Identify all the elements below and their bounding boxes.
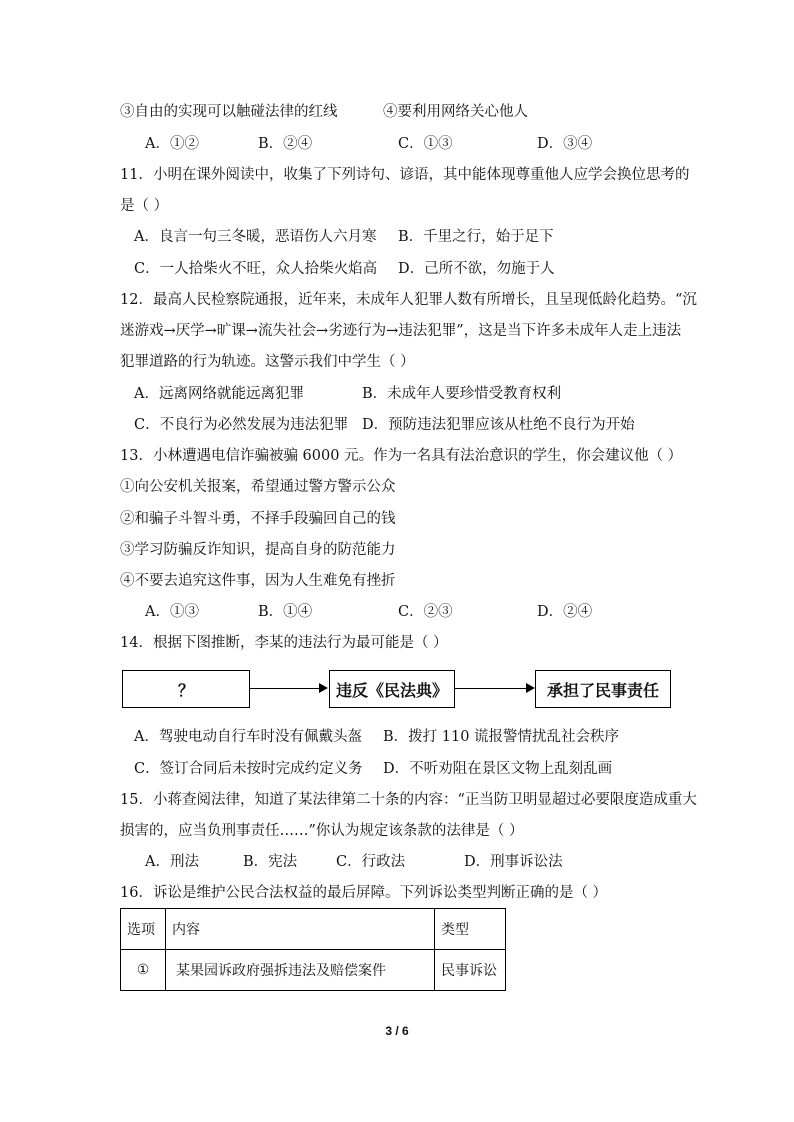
flow-box-civil-code: 违反《民法典》 xyxy=(329,670,455,708)
q16-stem-line1: 16．诉讼是维护公民合法权益的最后屏障。下列诉讼类型判断正确的是（ ） xyxy=(120,885,608,901)
q12-option-d: D．预防违法犯罪应该从杜绝不良行为开始 xyxy=(362,417,635,433)
table-header-type: 类型 xyxy=(435,909,506,950)
q16-table xyxy=(120,908,506,991)
q10-option-c: C．①③ xyxy=(398,136,453,152)
table-header-row xyxy=(121,909,506,950)
q14-option-c: C．签订合同后未按时完成约定义务 xyxy=(134,761,363,777)
q15-stem-line1: 15．小蒋查阅法律，知道了某法律第二十条的内容：“正当防卫明显超过必要限度造成重大 xyxy=(120,792,697,808)
q12-option-c: C．不良行为必然发展为违法犯罪 xyxy=(134,417,349,433)
q11-option-b: B．千里之行，始于足下 xyxy=(398,229,554,245)
page-number: 3 / 6 xyxy=(385,1024,409,1038)
q12-option-a: A．远离网络就能远离犯罪 xyxy=(134,386,304,402)
table-header-option: 选项 xyxy=(121,909,166,950)
q14-option-b: B．拨打 110 谎报警情扰乱社会秩序 xyxy=(383,729,620,745)
q13-item-1: ①向公安机关报案，希望通过警方警示公众 xyxy=(120,479,396,495)
q13-item-3: ③学习防骗反诈知识，提高自身的防范能力 xyxy=(120,542,396,558)
q15-option-d: D．刑事诉讼法 xyxy=(464,854,563,870)
q15-option-c: C．行政法 xyxy=(336,854,406,870)
table-cell-option: ① xyxy=(121,950,166,991)
q14-option-d: D．不听劝阻在景区文物上乱刻乱画 xyxy=(383,761,613,777)
q11-option-a: A．良言一句三冬暖，恶语伤人六月寒 xyxy=(134,229,377,245)
table-row xyxy=(121,950,506,991)
table-cell-content: 某果园诉政府强拆违法及赔偿案件 xyxy=(166,950,435,991)
q12-stem-line1: 12．最高人民检察院通报，近年来，未成年人犯罪人数有所增长，且呈现低龄化趋势。“沉 xyxy=(120,292,697,308)
q10-option-d: D．③④ xyxy=(537,136,593,152)
flow-box-unknown: ？ xyxy=(122,670,250,708)
q13-item-2: ②和骗子斗智斗勇，不择手段骗回自己的钱 xyxy=(120,511,396,527)
q10-item-4: ④要利用网络关心他人 xyxy=(383,104,528,120)
q13-option-d: D．②④ xyxy=(537,604,593,620)
q10-option-b: B．②④ xyxy=(258,136,313,152)
table-header-content: 内容 xyxy=(166,909,435,950)
q10-option-a: A．①② xyxy=(145,136,199,152)
q14-stem-line1: 14．根据下图推断，李某的违法行为最可能是（ ） xyxy=(120,635,448,651)
q14-option-a: A．驾驶电动自行车时没有佩戴头盔 xyxy=(134,729,362,745)
q13-option-c: C．②③ xyxy=(398,604,453,620)
flow-arrow-1 xyxy=(250,688,326,689)
q11-stem-line2: 是（ ） xyxy=(120,198,169,214)
q15-option-a: A．刑法 xyxy=(145,854,199,870)
q13-item-4: ④不要去追究这件事，因为人生难免有挫折 xyxy=(120,573,396,589)
table-cell-type: 民事诉讼 xyxy=(435,950,506,991)
q11-option-c: C．一人拾柴火不旺，众人拾柴火焰高 xyxy=(134,261,378,277)
q13-option-a: A．①③ xyxy=(145,604,199,620)
q15-option-b: B．宪法 xyxy=(243,854,298,870)
q12-stem-line3: 犯罪道路的行为轨迹。这警示我们中学生（ ） xyxy=(120,354,415,370)
q12-stem-line2: 迷游戏→厌学→旷课→流失社会→劣迹行为→违法犯罪”，这是当下许多未成年人走上违法 xyxy=(120,323,682,339)
q12-option-b: B．未成年人要珍惜受教育权利 xyxy=(362,386,562,402)
q11-option-d: D．己所不欲，勿施于人 xyxy=(398,261,555,277)
q15-stem-line2: 损害的，应当负刑事责任……”你认为规定该条款的法律是（ ） xyxy=(120,823,524,839)
flow-box-civil-liability: 承担了民事责任 xyxy=(535,670,671,708)
q10-item-3: ③自由的实现可以触碰法律的红线 xyxy=(120,104,338,120)
q11-stem-line1: 11．小明在课外阅读中，收集了下列诗句、谚语，其中能体现尊重他人应学会换位思考的 xyxy=(120,167,690,183)
q13-option-b: B．①④ xyxy=(258,604,313,620)
flow-arrow-2 xyxy=(455,688,533,689)
q13-stem-line1: 13．小林遭遇电信诈骗被骗 6000 元。作为一名具有法治意识的学生，你会建议他（ ） xyxy=(120,448,683,464)
